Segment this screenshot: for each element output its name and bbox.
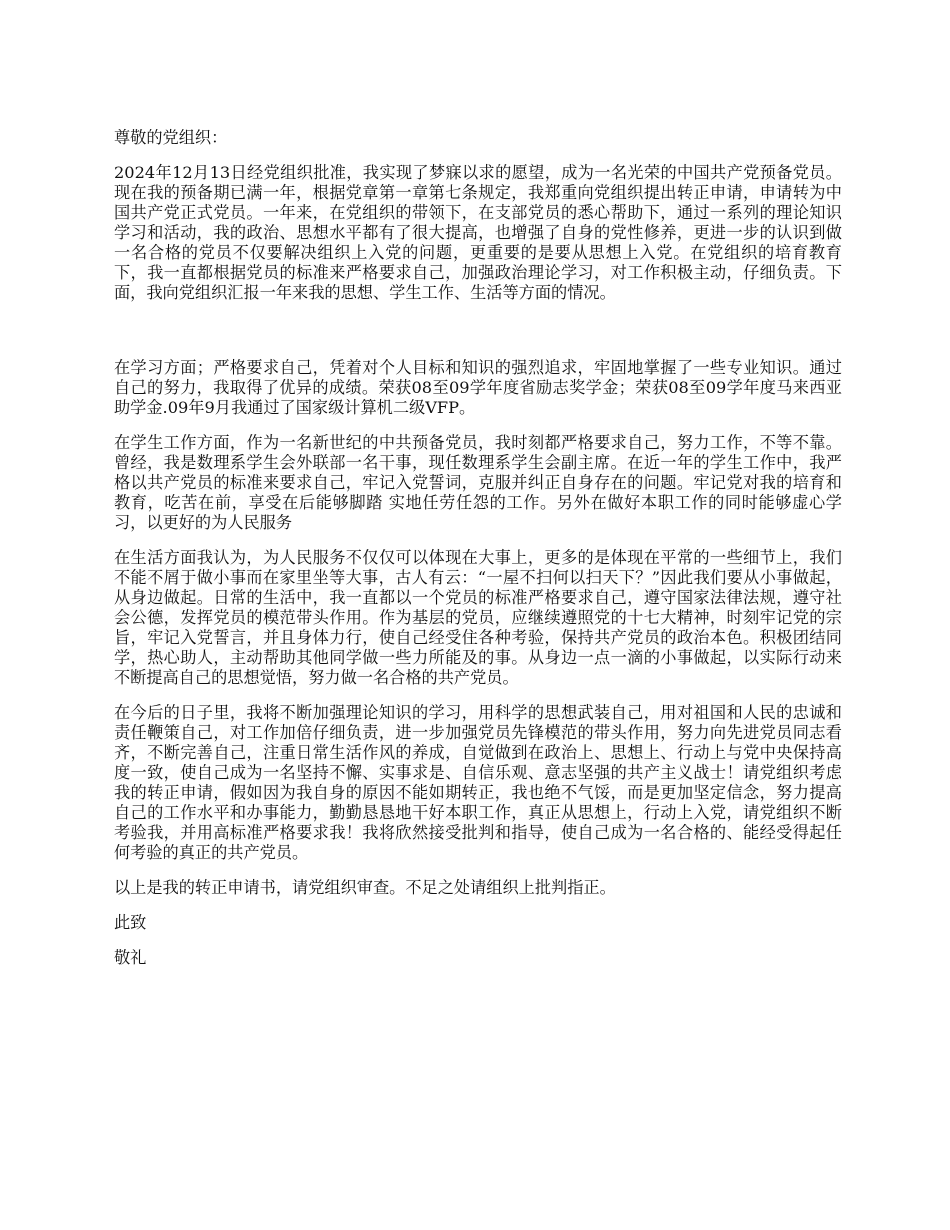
letter-greeting: 尊敬的党组织： [114, 128, 228, 147]
letter-document [114, 118, 842, 968]
closing-respect: 敬礼 [114, 948, 147, 967]
paragraph-future: 在今后的日子里，我将不断加强理论知识的学习，用科学的思想武装自己，用对祖国和人民的忠诚和责任鞭策自己，对工作加倍仔细负责，进一步加强党员先锋模范的带头作用，努力向先进党员同志看齐，不断完善自己，注重日常生活作风的养成，自觉做到在政治上、思想上、行动上与党中央保持高度一致，使自己成为一名坚持不懈、实事求是、自信乐观、意志坚强的共产主义战士！请党组织考虑我的转正申请，假如因为我自身的原因不能如期转正，我也绝不气馁，而是更加坚定信念，努力提高自己的工作水平和办事能力，勤勤恳恳地干好本职工作，真正从思想上，行动上入党，请党组织不断考验我，并用高标准严格要求我！我将欣然接受批判和指导，使自己成为一名合格的、能经受得起任何考验的真正的共产党员。 [114, 703, 842, 862]
paragraph-conclusion: 以上是我的转正申请书，请党组织审查。不足之处请组织上批判指正。 [114, 878, 616, 897]
paragraph-study: 在学习方面；严格要求自己，凭着对个人目标和知识的强烈追求，牢固地掌握了一些专业知识。通过自己的努力，我取得了优异的成绩。荣获08至09学年度省励志奖学金；荣获08至09学年度马来西亚助学金.09年9月我通过了国家级计算机二级VFP。 [114, 358, 842, 417]
paragraph-life: 在生活方面我认为，为人民服务不仅仅可以体现在大事上，更多的是体现在平常的一些细节上，我们不能不屑于做小事而在家里坐等大事，古人有云：“一屋不扫何以扫天下？”因此我们要从小事做起，从身边做起。日常的生活中，我一直都以一个党员的标准严格要求自己，遵守国家法律法规，遵守社会公德，发挥党员的模范带头作用。作为基层的党员，应继续遵照党的十七大精神，时刻牢记党的宗旨，牢记入党誓言，并且身体力行，使自己经受住各种考验，保持共产党员的政治本色。积极团结同学，热心助人，主动帮助其他同学做一些力所能及的事。从身边一点一滴的小事做起，以实际行动来不断提高自己的思想觉悟，努力做一名合格的共产党员。 [114, 548, 842, 687]
paragraph-intro: 2024年12月13日经党组织批准，我实现了梦寐以求的愿望，成为一名光荣的中国共产党预备党员。现在我的预备期已满一年，根据党章第一章第七条规定，我郑重向党组织提出转正申请，申请转为中国共产党正式党员。一年来，在党组织的带领下，在支部党员的悉心帮助下，通过一系列的理论知识学习和活动，我的政治、思想水平都有了很大提高，也增强了自身的党性修养，更进一步的认识到做一名合格的党员不仅要解决组织上入党的问题，更重要的是要从思想上入党。在党组织的培育教育下，我一直都根据党员的标准来严格要求自己，加强政治理论学习，对工作积极主动，仔细负责。下面，我向党组织汇报一年来我的思想、学生工作、生活等方面的情况。 [114, 163, 842, 302]
closing-salutation: 此致 [114, 913, 147, 932]
paragraph-student-work: 在学生工作方面，作为一名新世纪的中共预备党员，我时刻都严格要求自己，努力工作，不等不靠。曾经，我是数理系学生会外联部一名干事，现任数理系学生会副主席。在近一年的学生工作中，我严格以共产党员的标准来要求自己，牢记入党誓词，克服并纠正自身存在的问题。牢记党对我的培育和教育，吃苦在前，享受在后能够脚踏 实地任劳任怨的工作。另外在做好本职工作的同时能够虚心学习，以更好的为人民服务 [114, 433, 842, 532]
